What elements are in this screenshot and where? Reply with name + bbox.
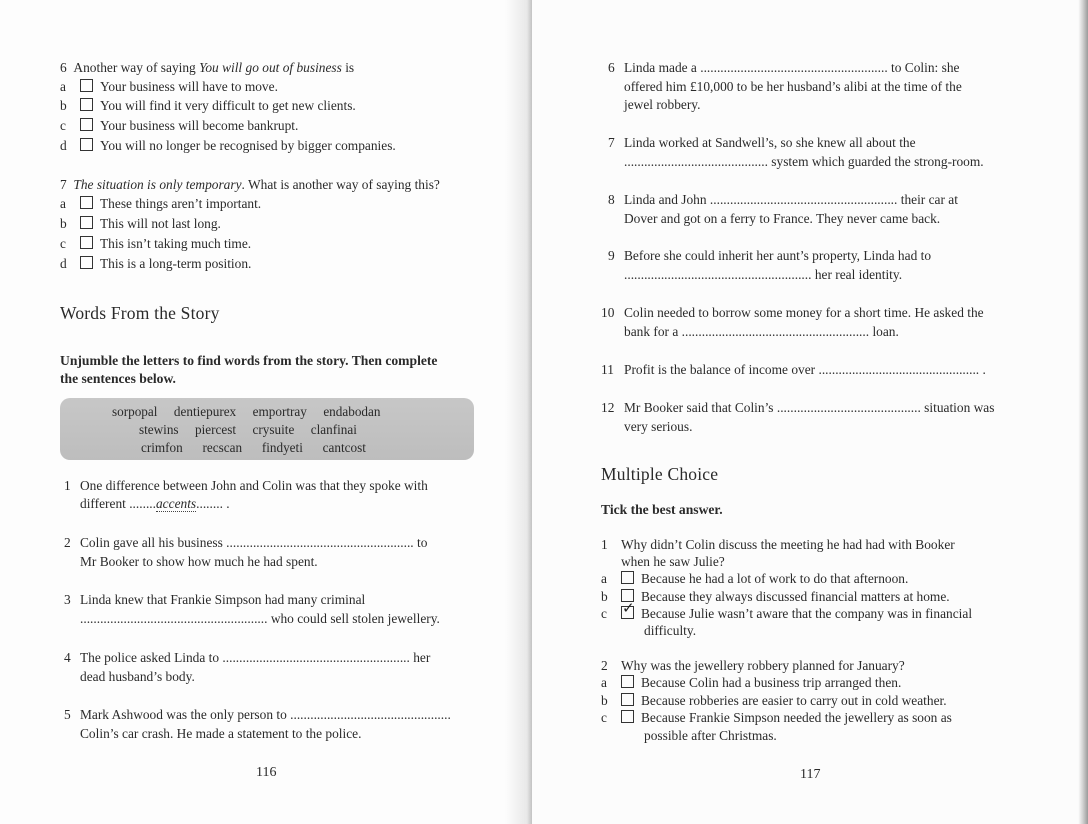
item-5-line-2: Colin’s car crash. He made a statement to the police. bbox=[80, 726, 362, 741]
option-b[interactable] bbox=[80, 96, 356, 115]
jumbled-words-box bbox=[60, 398, 474, 460]
jumbled-word: emportray bbox=[252, 404, 307, 419]
item-10-line-1: Colin needed to borrow some money for a short time. He asked the bbox=[624, 305, 984, 320]
item-number: 1 bbox=[64, 478, 71, 493]
option-text: You will find it very difficult to get new clients. bbox=[100, 98, 356, 113]
item-6-line-2: offered him £10,000 to be her husband’s alibi at the time of the bbox=[624, 79, 962, 94]
option-text: This is a long-term position. bbox=[100, 256, 252, 271]
item-7-line-1: Linda worked at Sandwell’s, so she knew all about the bbox=[624, 135, 916, 150]
checkbox[interactable] bbox=[80, 79, 93, 92]
option-text: Your business will become bankrupt. bbox=[100, 118, 299, 133]
item-8-line-1[interactable]: Linda and John ........................................................ their car at bbox=[624, 192, 958, 207]
option-text: Because he had a lot of work to do that afternoon. bbox=[641, 571, 909, 586]
jumbled-word: cantcost bbox=[322, 440, 366, 455]
checkbox[interactable] bbox=[621, 571, 634, 584]
option-a[interactable] bbox=[80, 77, 278, 96]
item-3-line-1: Linda knew that Frankie Simpson had many criminal bbox=[80, 592, 366, 607]
checkbox[interactable] bbox=[80, 98, 93, 111]
option-text: Because robberies are easier to carry out in cold weather. bbox=[641, 693, 947, 708]
option-text: Because they always discussed financial matters at home. bbox=[641, 589, 950, 604]
item-10-line-2[interactable]: bank for a ........................................................ loan. bbox=[624, 324, 899, 339]
page-edge bbox=[1078, 0, 1088, 824]
checkbox[interactable] bbox=[80, 216, 93, 229]
option-text-continued: difficulty. bbox=[644, 623, 697, 638]
question-text: Another way of saying bbox=[73, 60, 200, 75]
option-b[interactable] bbox=[80, 214, 221, 233]
checkbox[interactable] bbox=[80, 138, 93, 151]
section-title: Words From the Story bbox=[60, 303, 220, 323]
item-number: 12 bbox=[601, 400, 615, 415]
checkbox[interactable] bbox=[80, 236, 93, 249]
checkbox[interactable] bbox=[621, 693, 634, 706]
jumbled-row-1 bbox=[112, 404, 380, 420]
item-number: 4 bbox=[64, 650, 71, 665]
question-italic: The situation is only temporary bbox=[73, 177, 242, 192]
instruction-line-1: Unjumble the letters to find words from the story. Then complete bbox=[60, 353, 438, 368]
item-number: 6 bbox=[608, 60, 615, 75]
item-number: 5 bbox=[64, 707, 71, 722]
item-12-line-2: very serious. bbox=[624, 419, 693, 434]
jumbled-word: crimfon bbox=[141, 440, 183, 455]
item-2-line-1[interactable]: Colin gave all his business ........................................................ to bbox=[80, 535, 428, 550]
option-c[interactable] bbox=[621, 708, 952, 727]
question-italic: You will go out of business bbox=[199, 60, 342, 75]
check-icon: ✓ bbox=[622, 601, 635, 617]
item-2-line-2: Mr Booker to show how much he had spent. bbox=[80, 554, 318, 569]
option-text: Your business will have to move. bbox=[100, 79, 278, 94]
option-d[interactable] bbox=[80, 136, 396, 155]
item-4-line-2: dead husband’s body. bbox=[80, 669, 195, 684]
jumbled-word: piercest bbox=[195, 422, 237, 437]
option-letter: b bbox=[601, 693, 608, 708]
item-6-line-3: jewel robbery. bbox=[624, 97, 701, 112]
question-text: . What is another way of saying this? bbox=[241, 177, 440, 192]
jumbled-word: dentiepurex bbox=[173, 404, 237, 419]
option-c[interactable] bbox=[80, 234, 251, 253]
option-letter: c bbox=[60, 236, 66, 251]
option-text: Because Julie wasn’t aware that the company was in financial bbox=[641, 606, 973, 621]
option-text-continued: possible after Christmas. bbox=[644, 728, 777, 743]
instruction-line-2: the sentences below. bbox=[60, 371, 176, 386]
option-d[interactable] bbox=[80, 254, 251, 273]
checkbox[interactable] bbox=[621, 710, 634, 723]
checkbox-checked[interactable] bbox=[621, 601, 635, 619]
option-letter: b bbox=[601, 589, 608, 604]
question-number: 1 bbox=[601, 537, 608, 552]
option-letter: a bbox=[601, 571, 607, 586]
jumbled-word: clanfinai bbox=[310, 422, 357, 437]
option-letter: d bbox=[60, 256, 67, 271]
jumbled-word: stewins bbox=[139, 422, 179, 437]
item-number: 8 bbox=[608, 192, 615, 207]
option-a[interactable] bbox=[80, 194, 261, 213]
item-3-line-2[interactable]: ........................................................ who could sell stolen jewellery. bbox=[80, 611, 440, 626]
option-letter: d bbox=[60, 138, 67, 153]
option-text: This will not last long. bbox=[100, 216, 221, 231]
option-letter: a bbox=[60, 79, 66, 94]
page-number: 117 bbox=[800, 767, 821, 782]
question-6 bbox=[60, 58, 354, 77]
item-9-line-2[interactable]: ........................................................ her real identity. bbox=[624, 267, 903, 282]
filled-answer[interactable]: accents bbox=[155, 496, 197, 511]
question-number: 7 bbox=[60, 177, 67, 192]
option-letter: a bbox=[601, 675, 607, 690]
question-text-end: is bbox=[341, 60, 355, 75]
item-number: 2 bbox=[64, 535, 71, 550]
mc-1-line-2: when he saw Julie? bbox=[621, 554, 725, 569]
option-letter: b bbox=[60, 98, 67, 113]
option-text: Because Colin had a business trip arranged then. bbox=[641, 675, 902, 690]
option-text: You will no longer be recognised by bigger companies. bbox=[100, 138, 396, 153]
checkbox[interactable] bbox=[80, 118, 93, 131]
item-number: 7 bbox=[608, 135, 615, 150]
right-page bbox=[532, 0, 1088, 824]
jumbled-row-3 bbox=[141, 440, 366, 456]
item-6-line-1[interactable]: Linda made a ........................................................ to Colin: she bbox=[624, 60, 960, 75]
jumbled-word: findyeti bbox=[261, 440, 303, 455]
jumbled-word: recscan bbox=[202, 440, 243, 455]
item-number: 9 bbox=[608, 248, 615, 263]
checkbox[interactable] bbox=[621, 675, 634, 688]
jumbled-row-2 bbox=[139, 422, 357, 438]
checkbox[interactable] bbox=[80, 256, 93, 269]
jumbled-word: sorpopal bbox=[112, 404, 158, 419]
section-title: Multiple Choice bbox=[601, 464, 719, 484]
option-letter: c bbox=[601, 606, 607, 621]
item-12-line-1[interactable]: Mr Booker said that Colin’s ........................................... situation was bbox=[624, 400, 995, 415]
item-4-line-1[interactable]: The police asked Linda to ........................................................ her bbox=[80, 650, 431, 665]
page-number: 116 bbox=[256, 765, 277, 780]
option-letter: b bbox=[60, 216, 67, 231]
blank-suffix: ........ . bbox=[196, 496, 230, 511]
option-letter: c bbox=[60, 118, 66, 133]
mc-2-line-1: Why was the jewellery robbery planned for January? bbox=[621, 658, 905, 673]
option-a[interactable] bbox=[621, 673, 901, 692]
option-text: These things aren’t important. bbox=[100, 196, 262, 211]
item-1-line-1: One difference between John and Colin was that they spoke with bbox=[80, 478, 428, 493]
item-9-line-1: Before she could inherit her aunt’s property, Linda had to bbox=[624, 248, 932, 263]
option-letter: c bbox=[601, 710, 607, 725]
item-11-line-1[interactable]: Profit is the balance of income over ................................................ . bbox=[624, 362, 986, 377]
item-8-line-2: Dover and got on a ferry to France. They never came back. bbox=[624, 211, 941, 226]
option-text: This isn’t taking much time. bbox=[100, 236, 252, 251]
item-number: 10 bbox=[601, 305, 615, 320]
option-text: Because Frankie Simpson needed the jewellery as soon as bbox=[641, 710, 952, 725]
item-7-line-2[interactable]: ........................................... system which guarded the strong-room. bbox=[624, 154, 984, 169]
item-5-line-1[interactable]: Mark Ashwood was the only person to ................................................ bbox=[80, 707, 451, 722]
option-c[interactable] bbox=[80, 116, 298, 135]
option-a[interactable] bbox=[621, 569, 908, 588]
checkbox[interactable] bbox=[80, 196, 93, 209]
left-page bbox=[0, 0, 530, 824]
blank-prefix: different ........ bbox=[80, 496, 156, 511]
question-number: 2 bbox=[601, 658, 608, 673]
item-1-line-2 bbox=[80, 494, 230, 513]
item-number: 11 bbox=[601, 362, 614, 377]
mc-1-line-1: Why didn’t Colin discuss the meeting he had had with Booker bbox=[621, 537, 955, 552]
jumbled-word: endabodan bbox=[323, 404, 381, 419]
item-number: 3 bbox=[64, 592, 71, 607]
option-letter: a bbox=[60, 196, 66, 211]
question-number: 6 bbox=[60, 60, 67, 75]
question-7 bbox=[60, 175, 440, 194]
jumbled-word: crysuite bbox=[252, 422, 295, 437]
instruction: Tick the best answer. bbox=[601, 502, 723, 517]
